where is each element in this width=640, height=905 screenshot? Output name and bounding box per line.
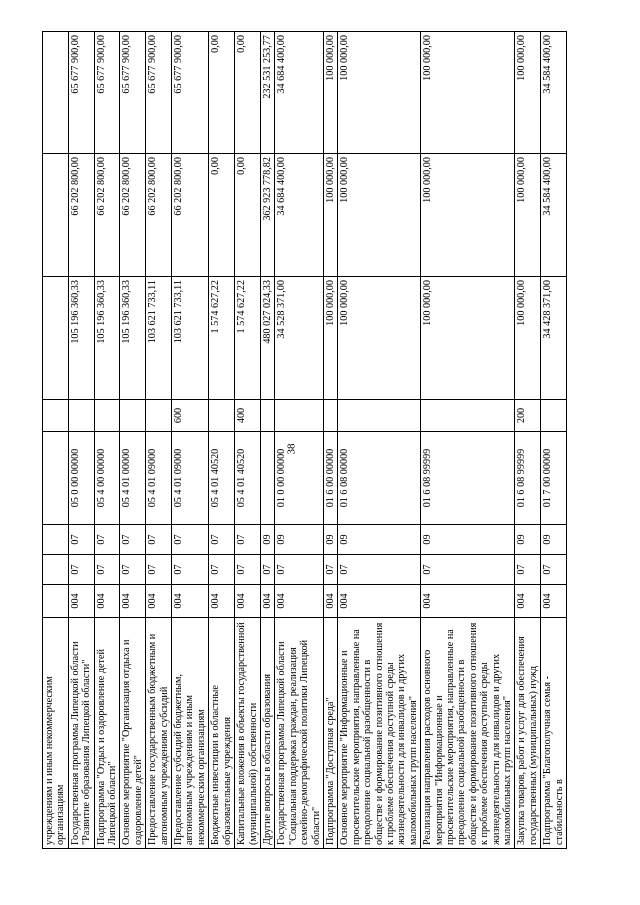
row-subsection-code: 09 xyxy=(515,525,541,555)
row-amount-3: 100 000,00 xyxy=(338,32,421,154)
row-subsection-code: 09 xyxy=(541,525,567,555)
row-target-article-code: 05 4 01 00000 xyxy=(120,432,146,525)
table-row xyxy=(209,32,235,849)
row-expense-type-code xyxy=(421,400,515,432)
row-amount-2: 100 000,00 xyxy=(515,154,541,277)
row-name-cell: Другие вопросы в области образования xyxy=(260,618,274,849)
table-row xyxy=(541,32,567,849)
row-amount-3: 65 677 900,00 xyxy=(94,32,120,154)
budget-table xyxy=(42,31,567,849)
row-section-code: 07 xyxy=(515,555,541,585)
row-amount-2: 362 923 778,82 xyxy=(260,154,274,277)
row-subsection-code: 09 xyxy=(421,525,515,555)
row-department-code: 004 xyxy=(260,585,274,618)
table-row xyxy=(323,32,337,849)
row-amount-1: 34 428 371,00 xyxy=(541,277,567,400)
row-subsection-code xyxy=(43,525,69,555)
row-expense-type-code xyxy=(94,400,120,432)
row-amount-3: 65 677 900,00 xyxy=(172,32,209,154)
row-amount-3: 34 584 400,00 xyxy=(541,32,567,154)
row-amount-3: 34 684 400,00 xyxy=(275,32,324,154)
row-name-cell: Бюджетные инвестиции в областные образовательные учреждения xyxy=(209,618,235,849)
row-target-article-code: 01 6 08 99999 xyxy=(421,432,515,525)
table-row xyxy=(338,32,421,849)
row-department-code: 004 xyxy=(275,585,324,618)
row-name-cell: учреждениям и иным некоммерческим организациям xyxy=(43,618,69,849)
row-amount-2: 0,00 xyxy=(235,154,261,277)
row-amount-1: 34 528 371,00 xyxy=(275,277,324,400)
row-name-cell: Государственная программа Липецкой области "Социальная поддержка граждан, реализация семейно-демографической политики Липецкой области" xyxy=(275,618,324,849)
row-name-cell: Государственная программа Липецкой области "Развитие образования Липецкой области" xyxy=(68,618,94,849)
row-amount-3: 100 000,00 xyxy=(323,32,337,154)
row-section-code: 07 xyxy=(323,555,337,585)
row-expense-type-code: 400 xyxy=(235,400,261,432)
row-amount-2: 66 202 800,00 xyxy=(120,154,146,277)
row-amount-2: 34 584 400,00 xyxy=(541,154,567,277)
row-amount-2: 66 202 800,00 xyxy=(94,154,120,277)
row-department-code: 004 xyxy=(338,585,421,618)
row-amount-2: 66 202 800,00 xyxy=(172,154,209,277)
row-amount-1: 103 621 733,11 xyxy=(146,277,172,400)
table-row xyxy=(172,32,209,849)
row-subsection-code: 09 xyxy=(338,525,421,555)
row-department-code: 004 xyxy=(541,585,567,618)
row-subsection-code: 09 xyxy=(260,525,274,555)
row-amount-1: 100 000,00 xyxy=(338,277,421,400)
row-target-article-code: 01 6 00 00000 xyxy=(323,432,337,525)
row-target-article-code xyxy=(260,432,274,525)
row-amount-2: 66 202 800,00 xyxy=(68,154,94,277)
row-amount-3: 65 677 900,00 xyxy=(120,32,146,154)
row-target-article-code: 05 4 01 09000 xyxy=(172,432,209,525)
row-target-article-code: 05 4 00 00000 xyxy=(94,432,120,525)
table-row xyxy=(235,32,261,849)
row-expense-type-code xyxy=(275,400,324,432)
row-expense-type-code xyxy=(43,400,69,432)
row-name-cell: Капитальные вложения в объекты государственной (муниципальной) собственности xyxy=(235,618,261,849)
row-section-code: 07 xyxy=(94,555,120,585)
row-name-cell: Закупка товаров, работ и услуг для обеспечения государственных (муниципальных) нужд xyxy=(515,618,541,849)
row-name-cell: Подпрограмма "Доступная среда" xyxy=(323,618,337,849)
row-amount-1: 105 196 360,33 xyxy=(120,277,146,400)
row-section-code: 07 xyxy=(172,555,209,585)
row-name-cell: Основное мероприятие "Организация отдыха и оздоровление детей" xyxy=(120,618,146,849)
row-amount-2 xyxy=(43,154,69,277)
row-target-article-code: 05 4 01 09000 xyxy=(146,432,172,525)
row-department-code: 004 xyxy=(94,585,120,618)
row-amount-2: 34 684 400,00 xyxy=(275,154,324,277)
row-subsection-code: 07 xyxy=(94,525,120,555)
row-name-cell: Подпрограмма "Благополучная семья - стабильность в xyxy=(541,618,567,849)
row-section-code xyxy=(43,555,69,585)
row-amount-2: 100 000,00 xyxy=(323,154,337,277)
table-row xyxy=(43,32,69,849)
row-subsection-code: 07 xyxy=(120,525,146,555)
row-amount-1: 100 000,00 xyxy=(421,277,515,400)
row-expense-type-code: 200 xyxy=(515,400,541,432)
row-department-code: 004 xyxy=(235,585,261,618)
row-amount-2: 100 000,00 xyxy=(421,154,515,277)
row-amount-1: 480 027 024,33 xyxy=(260,277,274,400)
row-subsection-code: 09 xyxy=(323,525,337,555)
row-subsection-code: 07 xyxy=(235,525,261,555)
table-row xyxy=(275,32,324,849)
row-target-article-code: 05 4 01 40520 xyxy=(235,432,261,525)
row-amount-2: 0,00 xyxy=(209,154,235,277)
row-amount-3: 232 531 253,77 xyxy=(260,32,274,154)
row-section-code: 07 xyxy=(68,555,94,585)
row-expense-type-code xyxy=(120,400,146,432)
row-amount-1 xyxy=(43,277,69,400)
row-subsection-code: 07 xyxy=(209,525,235,555)
row-target-article-code: 01 0 00 00000 xyxy=(275,432,324,525)
row-name-cell: Предоставление субсидий бюджетным, автономным учреждениям и иным некоммерческим организациям xyxy=(172,618,209,849)
row-amount-2: 100 000,00 xyxy=(338,154,421,277)
row-name-cell: Подпрограмма "Отдых и оздоровление детей Липецкой области" xyxy=(94,618,120,849)
row-department-code xyxy=(43,585,69,618)
row-amount-1: 1 574 627,22 xyxy=(209,277,235,400)
row-department-code: 004 xyxy=(323,585,337,618)
row-amount-3: 100 000,00 xyxy=(421,32,515,154)
row-department-code: 004 xyxy=(120,585,146,618)
row-amount-1: 105 196 360,33 xyxy=(94,277,120,400)
row-amount-3 xyxy=(43,32,69,154)
row-section-code: 07 xyxy=(338,555,421,585)
row-department-code: 004 xyxy=(421,585,515,618)
row-department-code: 004 xyxy=(209,585,235,618)
row-subsection-code: 07 xyxy=(146,525,172,555)
row-amount-1: 100 000,00 xyxy=(515,277,541,400)
row-expense-type-code xyxy=(260,400,274,432)
row-expense-type-code xyxy=(338,400,421,432)
table-row xyxy=(94,32,120,849)
row-expense-type-code xyxy=(541,400,567,432)
row-amount-1: 103 621 733,11 xyxy=(172,277,209,400)
row-section-code: 07 xyxy=(421,555,515,585)
row-section-code: 07 xyxy=(275,555,324,585)
table-row xyxy=(421,32,515,849)
row-expense-type-code xyxy=(209,400,235,432)
budget-table-body xyxy=(43,32,567,849)
row-section-code: 07 xyxy=(235,555,261,585)
row-target-article-code: 01 6 08 99999 xyxy=(515,432,541,525)
table-row xyxy=(120,32,146,849)
row-amount-3: 65 677 900,00 xyxy=(68,32,94,154)
row-target-article-code: 05 4 01 40520 xyxy=(209,432,235,525)
row-section-code: 07 xyxy=(209,555,235,585)
row-section-code: 07 xyxy=(120,555,146,585)
table-row xyxy=(515,32,541,849)
row-amount-3: 0,00 xyxy=(209,32,235,154)
row-department-code: 004 xyxy=(172,585,209,618)
rotated-page-content xyxy=(42,32,596,849)
row-name-cell: Предоставление государственным бюджетным и автономным учреждениям субсидий xyxy=(146,618,172,849)
row-amount-2: 66 202 800,00 xyxy=(146,154,172,277)
row-subsection-code: 09 xyxy=(275,525,324,555)
row-amount-3: 0,00 xyxy=(235,32,261,154)
row-name-cell: Реализация направления расходов основного мероприятия "Информационные и просветительские мероприятия, направленные на преодоление социальной разобщенности в обществе и формирование позитивного отношения к проблеме обеспечения доступной среды жизнедеятельности для инвалидов и других маломобильных групп населения" xyxy=(421,618,515,849)
row-target-article-code: 01 7 00 00000 xyxy=(541,432,567,525)
row-amount-1: 105 196 360,33 xyxy=(68,277,94,400)
row-target-article-code: 01 6 08 00000 xyxy=(338,432,421,525)
row-amount-1: 1 574 627,22 xyxy=(235,277,261,400)
row-name-cell: Основное мероприятие "Информационные и просветительские мероприятия, направленные на преодоление социальной разобщенности в обществе и формирование позитивного отношения к проблеме обеспечения доступной среды жизнедеятельности для инвалидов и других маломобильных групп населения" xyxy=(338,618,421,849)
row-section-code: 07 xyxy=(146,555,172,585)
row-expense-type-code xyxy=(323,400,337,432)
row-section-code: 07 xyxy=(260,555,274,585)
row-amount-1: 100 000,00 xyxy=(323,277,337,400)
row-expense-type-code xyxy=(146,400,172,432)
row-department-code: 004 xyxy=(146,585,172,618)
row-department-code: 004 xyxy=(68,585,94,618)
page-number: 38 xyxy=(285,443,298,455)
row-section-code: 07 xyxy=(541,555,567,585)
table-row xyxy=(68,32,94,849)
row-amount-3: 100 000,00 xyxy=(515,32,541,154)
table-row xyxy=(146,32,172,849)
row-subsection-code: 07 xyxy=(172,525,209,555)
row-target-article-code: 05 0 00 00000 xyxy=(68,432,94,525)
row-target-article-code xyxy=(43,432,69,525)
table-row xyxy=(260,32,274,849)
row-expense-type-code: 600 xyxy=(172,400,209,432)
row-subsection-code: 07 xyxy=(68,525,94,555)
row-amount-3: 65 677 900,00 xyxy=(146,32,172,154)
row-department-code: 004 xyxy=(515,585,541,618)
row-expense-type-code xyxy=(68,400,94,432)
